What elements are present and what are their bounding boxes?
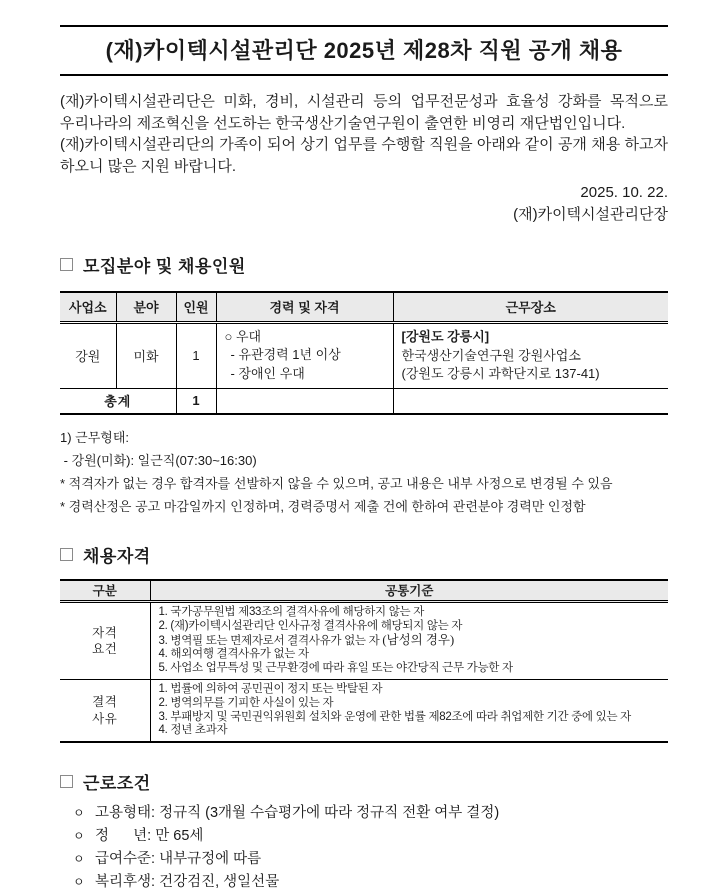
male-note: (남성의 경우)	[382, 632, 455, 647]
checkbox-icon	[60, 258, 73, 271]
criteria-item: 2. (재)카이텍시설관리단 인사규정 결격사유에 해당되지 않는 자	[158, 619, 463, 632]
page-title: (재)카이텍시설관리단 2025년 제28차 직원 공개 채용	[105, 38, 623, 63]
table-row-requirements	[60, 602, 668, 680]
title-block	[60, 25, 668, 76]
cell-count: 1	[176, 322, 216, 389]
checkbox-icon	[60, 548, 73, 561]
circle-bullet-icon: ㅇ	[73, 852, 85, 867]
condition-text: 정 년: 만 65세	[95, 828, 204, 845]
row-label	[60, 602, 150, 680]
col-header-field: 분야	[116, 292, 176, 322]
condition-item	[60, 802, 668, 825]
table-total-row	[60, 389, 668, 414]
section-heading-label: 모집분야 및 채용인원	[83, 257, 246, 276]
note-line: * 경력산정은 공고 마감일까지 인정하며, 경력증명서 제출 건에 한하여 관련분야 경력만 인정함	[60, 498, 586, 514]
note-line: * 적격자가 없는 경우 합격자를 선발하지 않을 수 있으며, 공고 내용은 내부 사정으로 변경될 수 있음	[60, 475, 613, 491]
col-header-count: 인원	[176, 292, 216, 322]
section-heading-qualification	[60, 542, 668, 567]
criteria-item: 5. 사업소 업무특성 및 근무환경에 따라 휴일 또는 야간당직 근무 가능한 자	[158, 662, 513, 675]
col-header-category: 구분	[60, 580, 150, 602]
section-heading-label: 근로조건	[83, 774, 151, 794]
circle-bullet-icon: ㅇ	[73, 806, 85, 821]
condition-item	[60, 825, 668, 848]
location-line: (강원도 강릉시 과학단지로 137-41)	[401, 365, 600, 381]
note-line: 1) 근무형태:	[60, 429, 130, 445]
row-label-line: 결격	[92, 695, 118, 710]
intro-section	[60, 91, 668, 177]
intro-paragraph-2: (재)카이텍시설관리단의 가족이 되어 상기 업무를 수행할 직원을 아래와 같이 공개 채용 하고자 하오니 많은 지원 바랍니다.	[60, 136, 668, 175]
criteria-item-text: 3. 병역필 또는 면제자로서 결격사유가 없는 자	[158, 634, 383, 647]
table-header-row	[60, 292, 668, 322]
row-label-line: 자격	[92, 625, 118, 640]
qual-line: - 유관경력 1년 이상	[230, 347, 341, 363]
total-count: 1	[176, 389, 216, 414]
condition-item	[60, 871, 668, 894]
criteria-item: 4. 해외여행 결격사유가 없는 자	[158, 648, 309, 661]
col-header-qualification: 경력 및 자격	[216, 292, 393, 322]
section-heading-recruitment	[60, 252, 668, 277]
location-line: 한국생산기술연구원 강원사업소	[401, 347, 581, 363]
condition-text: 고용형태: 정규직 (3개월 수습평가에 따라 정규직 전환 여부 결정)	[95, 805, 500, 822]
recruitment-table	[60, 291, 668, 415]
col-header-location: 근무장소	[393, 292, 668, 322]
empty-cell	[216, 389, 393, 414]
qualification-table	[60, 579, 668, 744]
criteria-item	[159, 634, 663, 649]
circle-bullet-icon: ㅇ	[73, 829, 85, 844]
col-header-criteria: 공통기준	[150, 580, 668, 602]
notes-section	[60, 426, 668, 518]
sign-block	[60, 182, 668, 226]
cell-location	[393, 322, 668, 389]
criteria-item: 4. 정년 초과자	[158, 724, 228, 737]
table-row	[60, 322, 668, 389]
intro-paragraph-1: (재)카이텍시설관리단은 미화, 경비, 시설관리 등의 업무전문성과 효율성 강화를 목적으로 우리나라의 제조혁신을 선도하는 한국생산기술연구원이 출연한 비영리 재단법인입니다.	[60, 93, 668, 132]
section-heading-conditions	[60, 769, 668, 794]
note-line: - 강원(미화): 일근직(07:30~16:30)	[60, 452, 257, 468]
condition-text: 급여수준: 내부규정에 따름	[95, 851, 262, 868]
checkbox-icon	[60, 775, 73, 788]
circle-bullet-icon: ㅇ	[73, 875, 85, 890]
criteria-item: 1. 법률에 의하여 공민권이 정지 또는 박탈된 자	[158, 683, 383, 696]
empty-cell	[393, 389, 668, 414]
location-title: [강원도 강릉시]	[401, 329, 490, 345]
criteria-item: 2. 병역의무를 기피한 사실이 있는 자	[158, 696, 334, 709]
row-label-line: 사유	[92, 711, 118, 726]
cell-qualification	[216, 322, 393, 389]
signer-name: (재)카이텍시설관리단장	[513, 206, 668, 223]
col-header-site: 사업소	[60, 292, 116, 322]
criteria-list	[150, 680, 668, 743]
section-heading-label: 채용자격	[83, 546, 151, 566]
condition-item	[60, 848, 668, 871]
criteria-item: 3. 부패방지 및 국민권익위원회 설치와 운영에 관한 법률 제82조에 따라 취업제한 기간 중에 있는 자	[158, 710, 631, 723]
criteria-list	[150, 602, 668, 680]
table-header-row	[60, 580, 668, 602]
total-label: 총계	[60, 389, 176, 414]
row-label	[60, 680, 150, 743]
announcement-date: 2025. 10. 22.	[580, 184, 668, 201]
row-label-line: 요건	[92, 642, 118, 657]
table-row-disqualifications	[60, 680, 668, 743]
qual-line: - 장애인 우대	[230, 366, 305, 382]
cell-site: 강원	[60, 322, 116, 389]
condition-text: 복리후생: 건강검진, 생일선물	[95, 874, 280, 891]
conditions-list	[60, 802, 668, 894]
criteria-item: 1. 국가공무원법 제33조의 결격사유에 해당하지 않는 자	[158, 606, 425, 619]
cell-field: 미화	[116, 322, 176, 389]
qual-line: ○ 우대	[224, 328, 262, 344]
